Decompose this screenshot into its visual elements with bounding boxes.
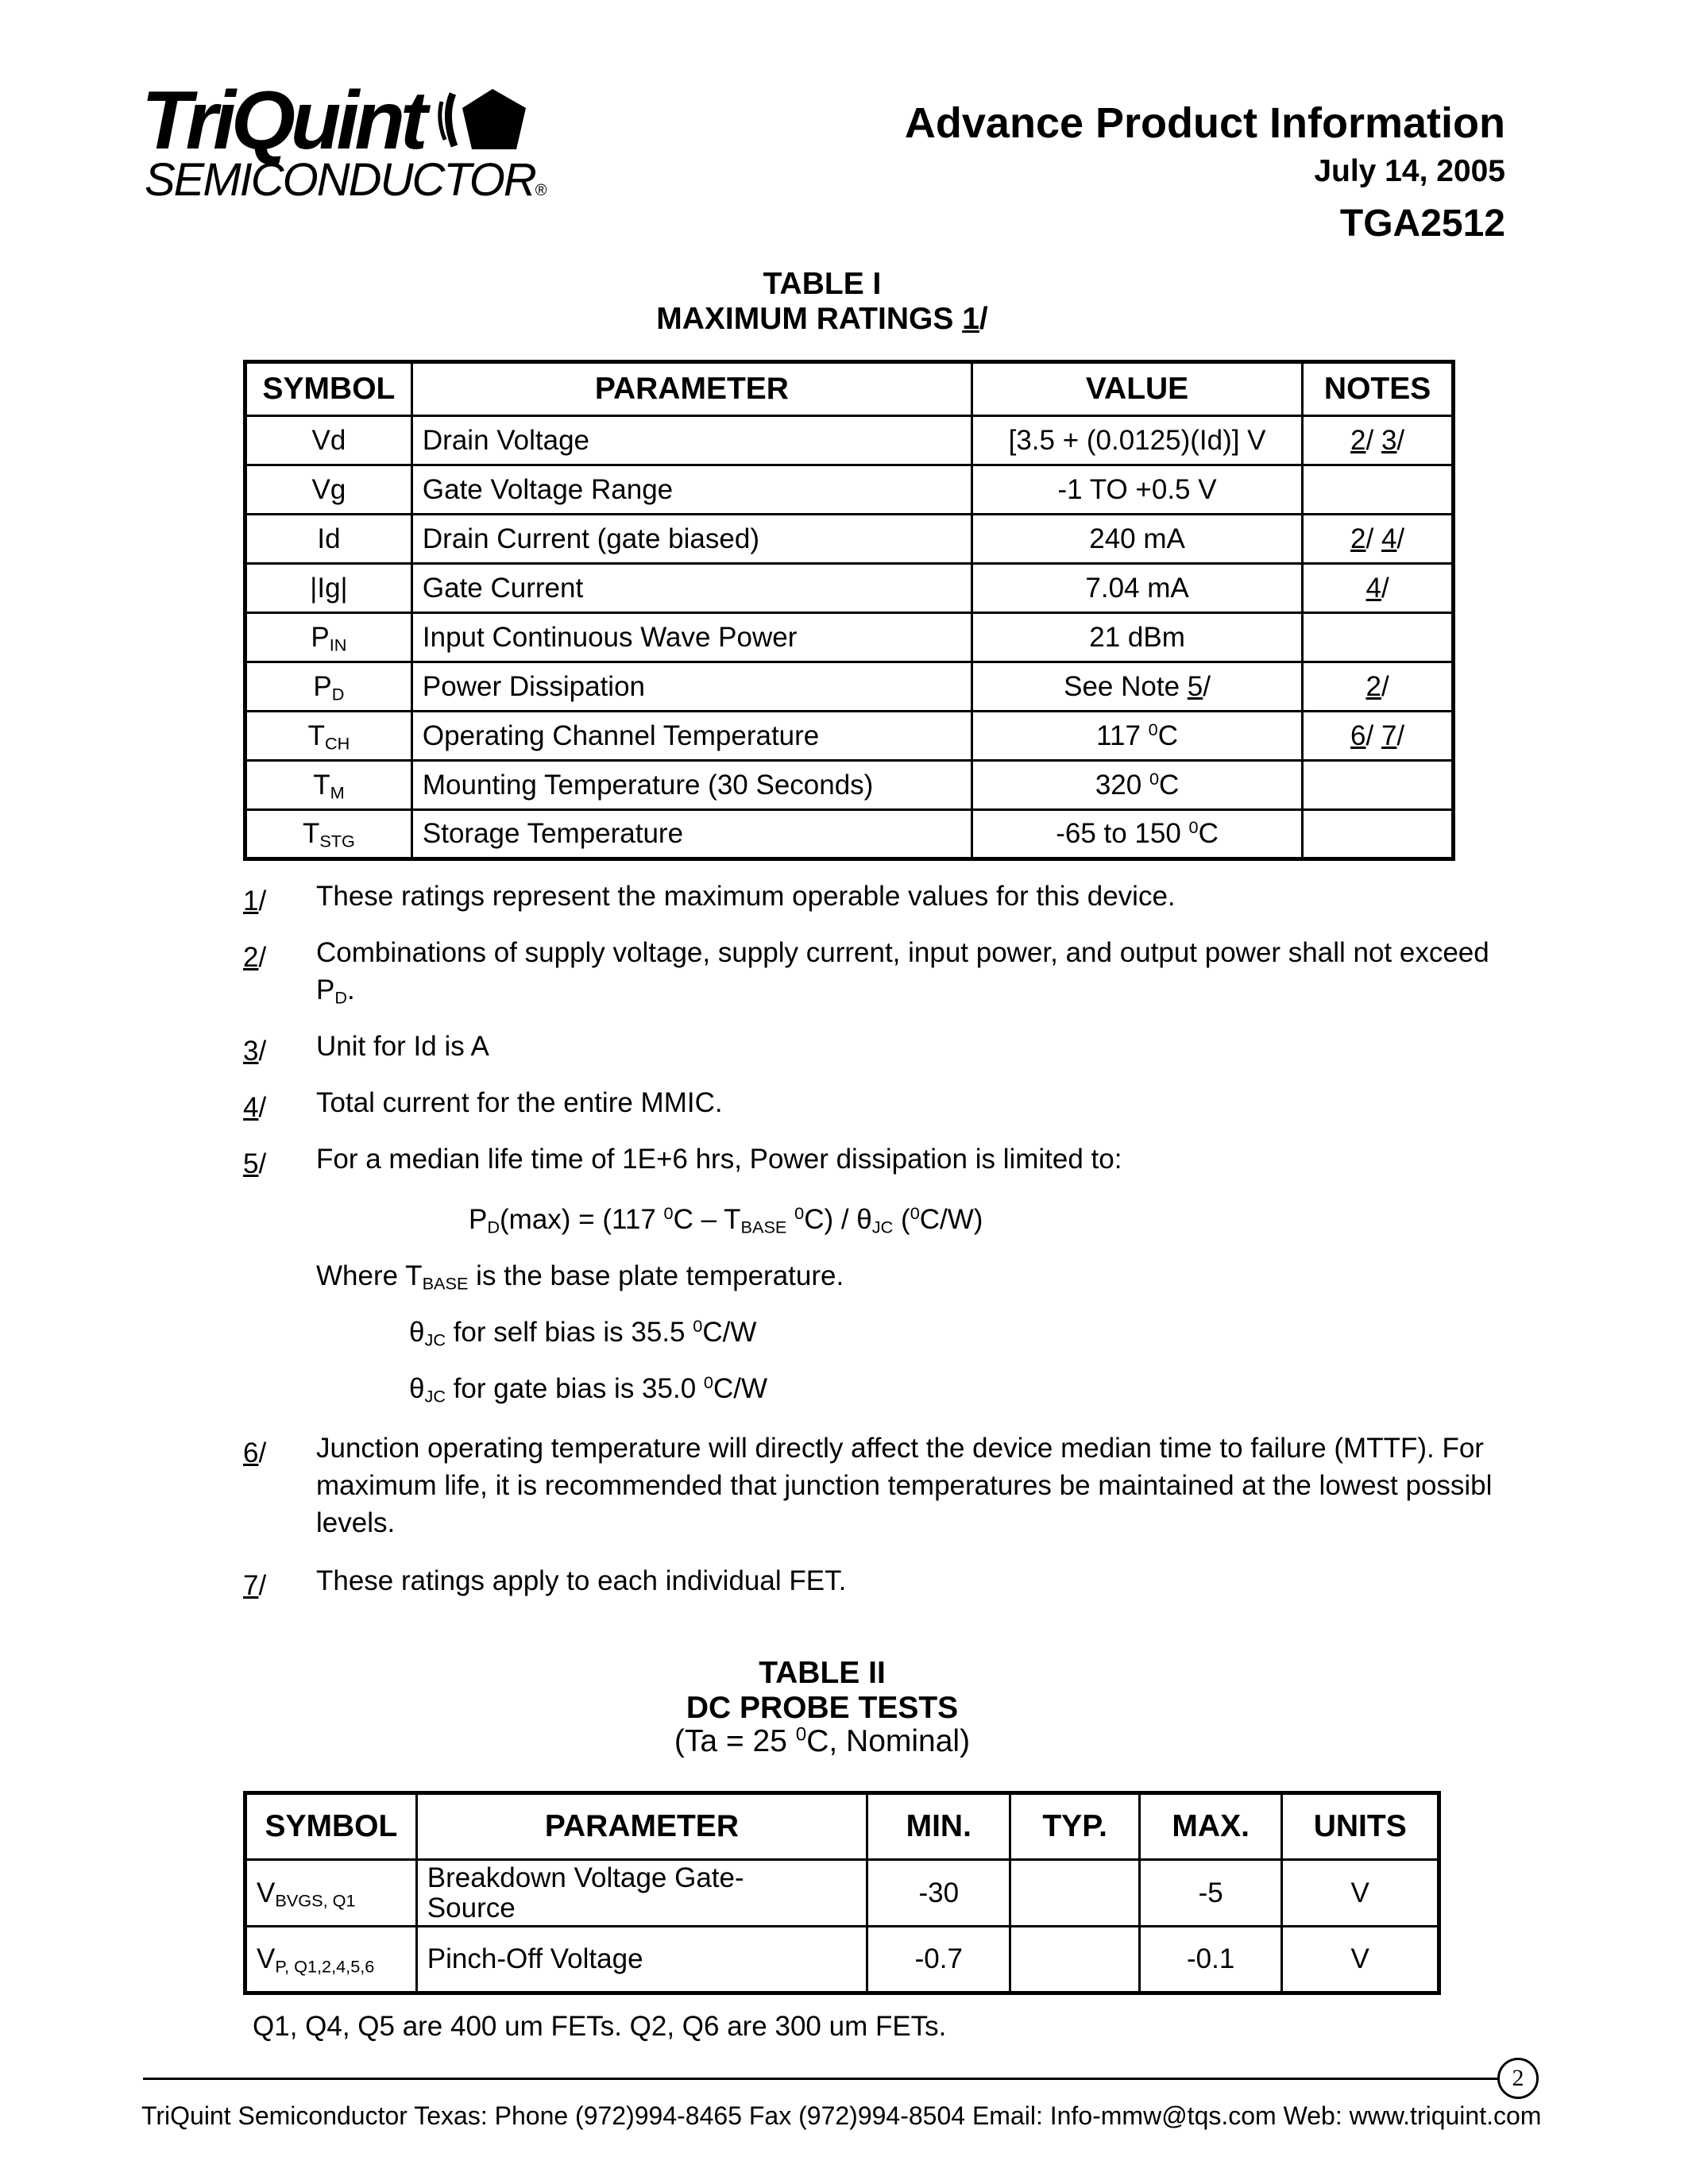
maximum-ratings-table bbox=[243, 360, 1455, 861]
note-6-ref: 6/ bbox=[243, 1437, 267, 1468]
header-symbol: SYMBOL bbox=[245, 1793, 417, 1860]
table-row bbox=[245, 712, 1454, 761]
document-date: July 14, 2005 bbox=[1314, 154, 1505, 188]
symbol-cell: $T_{CH}$ bbox=[245, 712, 412, 761]
min-cell: -30 bbox=[867, 1860, 1010, 1927]
footer-contact: TriQuint Semiconductor Texas: Phone (972)994-8465 Fax (972)994-8504 Email: Info-mmw@tqs.com Web: www.triquint.com bbox=[141, 2101, 1542, 2130]
symbol-cell: $P_D$ bbox=[245, 662, 412, 712]
note-2-ref: 2/ bbox=[243, 942, 267, 973]
value-cell: 7.04 mA bbox=[971, 564, 1302, 613]
table-row bbox=[245, 416, 1454, 465]
note-3-text: Unit for Id is A bbox=[316, 1031, 489, 1062]
header-min: MIN. bbox=[867, 1793, 1010, 1860]
part-number: TGA2512 bbox=[1339, 203, 1505, 245]
page-number: 2 bbox=[1497, 2058, 1539, 2099]
parameter-cell: Drain Voltage bbox=[411, 416, 971, 465]
table2-footnote: Q1, Q4, Q5 are 400 um FETs. Q2, Q6 are 300 um FETs. bbox=[253, 2011, 947, 2042]
value-cell: 21 dBm bbox=[971, 613, 1302, 662]
note-4-ref: 4/ bbox=[243, 1092, 267, 1123]
min-cell: -0.7 bbox=[867, 1927, 1010, 1993]
value-cell: -65 to 150 $^0$C bbox=[971, 810, 1302, 859]
parameter-cell: Pinch-Off Voltage bbox=[416, 1927, 867, 1993]
table-row bbox=[245, 810, 1454, 859]
typ-cell bbox=[1010, 1860, 1140, 1927]
note-5-text: For a median life time of 1E+6 hrs, Power dissipation is limited to: bbox=[316, 1144, 1122, 1175]
company-logo bbox=[141, 75, 554, 206]
header-units: UNITS bbox=[1282, 1793, 1439, 1860]
parameter-cell: Power Dissipation bbox=[411, 662, 971, 712]
power-dissipation-formula: $P_D(\max) = (117$ $^0C - T_{BASE}$ $^0C) / \theta_{JC}$ ($^0$C/W) bbox=[469, 1203, 983, 1237]
value-cell: 240 mA bbox=[971, 515, 1302, 564]
value-cell: -1 TO +0.5 V bbox=[971, 465, 1302, 515]
notes-cell bbox=[1303, 810, 1454, 859]
max-cell: -0.1 bbox=[1139, 1927, 1281, 1993]
value-cell: [3.5 + (0.0125)(Id)] V bbox=[971, 416, 1302, 465]
units-cell: V bbox=[1282, 1860, 1439, 1927]
note-4-text: Total current for the entire MMIC. bbox=[316, 1087, 723, 1118]
parameter-cell: Gate Voltage Range bbox=[411, 465, 971, 515]
units-cell: V bbox=[1282, 1927, 1439, 1993]
symbol-cell: Vg bbox=[245, 465, 412, 515]
symbol-cell: $T_{STG}$ bbox=[245, 810, 412, 859]
value-cell: See Note 5/ bbox=[971, 662, 1302, 712]
header-typ: TYP. bbox=[1010, 1793, 1140, 1860]
table-row bbox=[245, 613, 1454, 662]
symbol-cell: Id bbox=[245, 515, 412, 564]
notes-cell: 4/ bbox=[1303, 564, 1454, 613]
note-7-ref: 7/ bbox=[243, 1570, 267, 1601]
symbol-cell: |Ig| bbox=[245, 564, 412, 613]
table-header-row bbox=[245, 1793, 1439, 1860]
document-title: Advance Product Information bbox=[904, 99, 1505, 147]
table1-caption-title: TABLE I bbox=[763, 267, 882, 301]
note-2-text: Combinations of supply voltage, supply current, input power, and output power shall not exceed $P_D$. bbox=[316, 937, 1489, 1008]
parameter-cell: Breakdown Voltage Gate- Source bbox=[416, 1860, 867, 1927]
typ-cell bbox=[1010, 1927, 1140, 1993]
header-symbol: SYMBOL bbox=[245, 362, 412, 416]
logo-division: SEMICONDUCTOR® bbox=[145, 154, 546, 206]
note-7-text: These ratings apply to each individual FET. bbox=[316, 1565, 847, 1596]
notes-cell: 6/ 7/ bbox=[1303, 712, 1454, 761]
base-temp-definition: Where $T_{BASE}$ is the base plate temperature. bbox=[316, 1260, 844, 1294]
note-6-text: Junction operating temperature will directly affect the device median time to failure (MTTF). For maximum life, it is recommended that junction temperatures be maintained at the lowest possibl levels. bbox=[316, 1433, 1493, 1538]
parameter-cell: Storage Temperature bbox=[411, 810, 971, 859]
pentagon-logo-icon bbox=[437, 84, 531, 156]
max-cell: -5 bbox=[1139, 1860, 1281, 1927]
symbol-cell: $V_{P, Q1,2,4,5,6}$ bbox=[245, 1927, 417, 1993]
table-header-row bbox=[245, 362, 1454, 416]
table2-caption-conditions: (Ta = 25 $^0$C, Nominal) bbox=[674, 1723, 971, 1758]
table-row bbox=[245, 1927, 1439, 1993]
table-row bbox=[245, 515, 1454, 564]
table-row bbox=[245, 1860, 1439, 1927]
value-cell: 320 $^0$C bbox=[971, 761, 1302, 810]
parameter-cell: Mounting Temperature (30 Seconds) bbox=[411, 761, 971, 810]
note-3-ref: 3/ bbox=[243, 1036, 267, 1067]
notes-cell bbox=[1303, 761, 1454, 810]
table-row bbox=[245, 564, 1454, 613]
note-1-text: These ratings represent the maximum operable values for this device. bbox=[316, 881, 1176, 912]
symbol-cell: $P_{IN}$ bbox=[245, 613, 412, 662]
parameter-cell: Drain Current (gate biased) bbox=[411, 515, 971, 564]
note-5-ref: 5/ bbox=[243, 1148, 267, 1179]
table-row bbox=[245, 761, 1454, 810]
symbol-cell: $T_M$ bbox=[245, 761, 412, 810]
footer-divider bbox=[143, 2078, 1503, 2080]
header-max: MAX. bbox=[1139, 1793, 1281, 1860]
parameter-cell: Gate Current bbox=[411, 564, 971, 613]
symbol-cell: $V_{BVGS, Q1}$ bbox=[245, 1860, 417, 1927]
table-row bbox=[245, 662, 1454, 712]
notes-cell bbox=[1303, 613, 1454, 662]
header-value: VALUE bbox=[971, 362, 1302, 416]
theta-self-bias: $\theta_{JC}$ for self bias is 35.5 $^0$C/W bbox=[409, 1316, 757, 1350]
symbol-cell: Vd bbox=[245, 416, 412, 465]
header-notes: NOTES bbox=[1303, 362, 1454, 416]
note-1-ref: 1/ bbox=[243, 886, 267, 916]
logo-wordmark: TriQuint bbox=[141, 75, 423, 167]
parameter-cell: Input Continuous Wave Power bbox=[411, 613, 971, 662]
dc-probe-tests-table bbox=[243, 1791, 1441, 1995]
table2-caption-subtitle: DC PROBE TESTS bbox=[686, 1691, 959, 1725]
table2-caption-title: TABLE II bbox=[759, 1656, 886, 1690]
theta-gate-bias: $\theta_{JC}$ for gate bias is 35.0 $^0$C/W bbox=[409, 1372, 768, 1406]
header-parameter: PARAMETER bbox=[416, 1793, 867, 1860]
parameter-cell: Operating Channel Temperature bbox=[411, 712, 971, 761]
notes-cell: 2/ 4/ bbox=[1303, 515, 1454, 564]
value-cell: 117 $^0$C bbox=[971, 712, 1302, 761]
table1-caption-subtitle: MAXIMUM RATINGS 1/ bbox=[656, 302, 988, 336]
table-row bbox=[245, 465, 1454, 515]
notes-cell: 2/ bbox=[1303, 662, 1454, 712]
notes-cell bbox=[1303, 465, 1454, 515]
notes-cell: 2/ 3/ bbox=[1303, 416, 1454, 465]
header-parameter: PARAMETER bbox=[411, 362, 971, 416]
